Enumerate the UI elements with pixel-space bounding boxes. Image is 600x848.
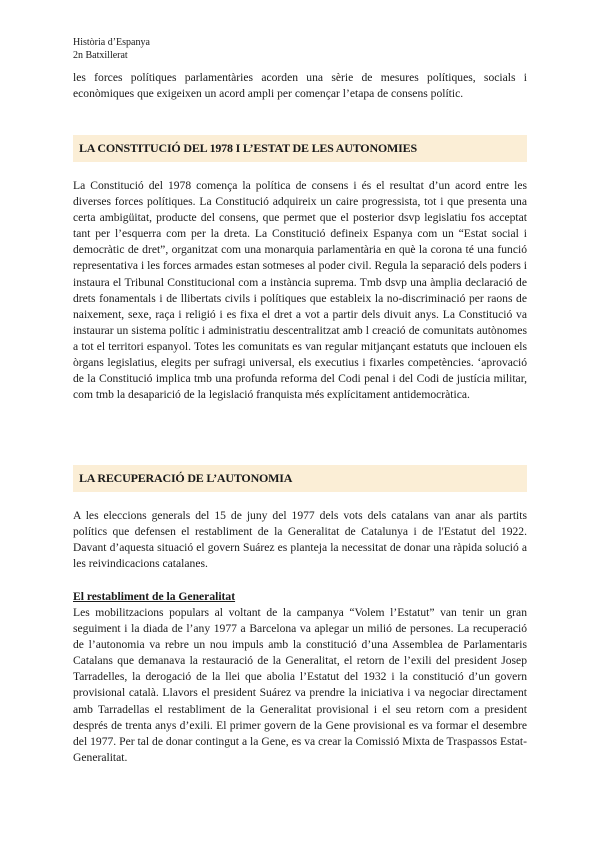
autonomy-paragraph: A les eleccions generals del 15 de juny del 1977 dels vots dels catalans van anar als partits polítics que defensen el restabliment de la Generalitat de Catalunya i de l'Estatut del 1922. Davant d’aquesta situació el govern Suárez es planteja la necessitat de donar una ràpida solució a les reivindicacions catalanes.	[73, 509, 527, 571]
section-heading-constitution	[73, 135, 527, 162]
constitution-paragraph: La Constitució del 1978 comença la política de consens i és el resultat d’un acord entre les diverses forces polítiques. La Constitució adquireix un caire progressista, tot i que presenta una certa ambigüitat, producte del consens, que permet que el posterior dsvp legislatiu fos acceptat tant per l’esquerra com per la dreta. La Constitució defineix Espanya com un “Estat social i democràtic de dret”, organitzat com una monarquia parlamentària en què la corona té una funció representativa i les forces armades estan sotmeses al poder civil. Regula la separació dels poders i instaura el Tribunal Constitucional com a instància suprema. Tmb dsvp una àmplia declaració de drets fonamentals i de llibertats civils i polítiques que estableix la no-discriminació per raons de naixement, sexe, raça i religió i es fixa el dret a vot a partir dels divuit anys. La Constitució va instaurar un sistema polític i administratiu descentralitzat amb l creació de comunitats autònomes a tot el territori espanyol. Totes les comunitats es van regular mitjançant estatuts que inclouen els òrgans legislatius, elegits per sufragi universal, els executius i fixarles competències. ‘aprovació de la Constitució implica tmb una profunda reforma del Codi penal i del Codi de justícia militar, com tmb la desaparició de la legislació franquista més explícitament antidemocràtica.	[73, 179, 527, 402]
generalitat-paragraph: Les mobilitzacions populars al voltant de la campanya “Volem l’Estatut” van tenir un gran seguiment i la diada de l’any 1977 a Barcelona va aplegar un milió de persones. La recuperació de l’autonomia va rebre un nou impuls amb la constitució d’una Assemblea de Parlamentaris Catalans que demanava la restauració de la Generalitat, el retorn de l’exili del president Josep Tarradelles, la derogació de la llei que abolia l’Estatut del 1932 i la constitució d’un govern provisional català. Llavors el president Suárez va prendre la iniciativa i va negociar directament amb Tarradellas el restabliment de la Generalitat provisional i el seu retorn com a president després de trenta anys d’exili. El primer govern de la Gene provisional es va formar el desembre del 1977. Per tal de donar contingut a la Gene, es va crear la Comissió Mixta de Traspassos Estat-Generalitat.	[73, 606, 527, 764]
section-heading-autonomy	[73, 465, 527, 492]
section-heading-constitution-text: LA CONSTITUCIÓ DEL 1978 I L’ESTAT DE LES AUTONOMIES	[79, 141, 417, 155]
intro-paragraph: les forces polítiques parlamentàries acorden una sèrie de mesures polítiques, socials i econòmiques que exigeixen un acord ampli per començar l’etapa de consens polític.	[73, 71, 527, 101]
header-course: 2n Batxillerat	[73, 50, 128, 61]
header-subject: Història d’Espanya	[73, 37, 150, 48]
page-header	[73, 36, 150, 62]
generalitat-subheading: El restabliment de la Generalitat	[73, 590, 236, 603]
section-heading-autonomy-text: LA RECUPERACIÓ DE L’AUTONOMIA	[79, 471, 293, 485]
